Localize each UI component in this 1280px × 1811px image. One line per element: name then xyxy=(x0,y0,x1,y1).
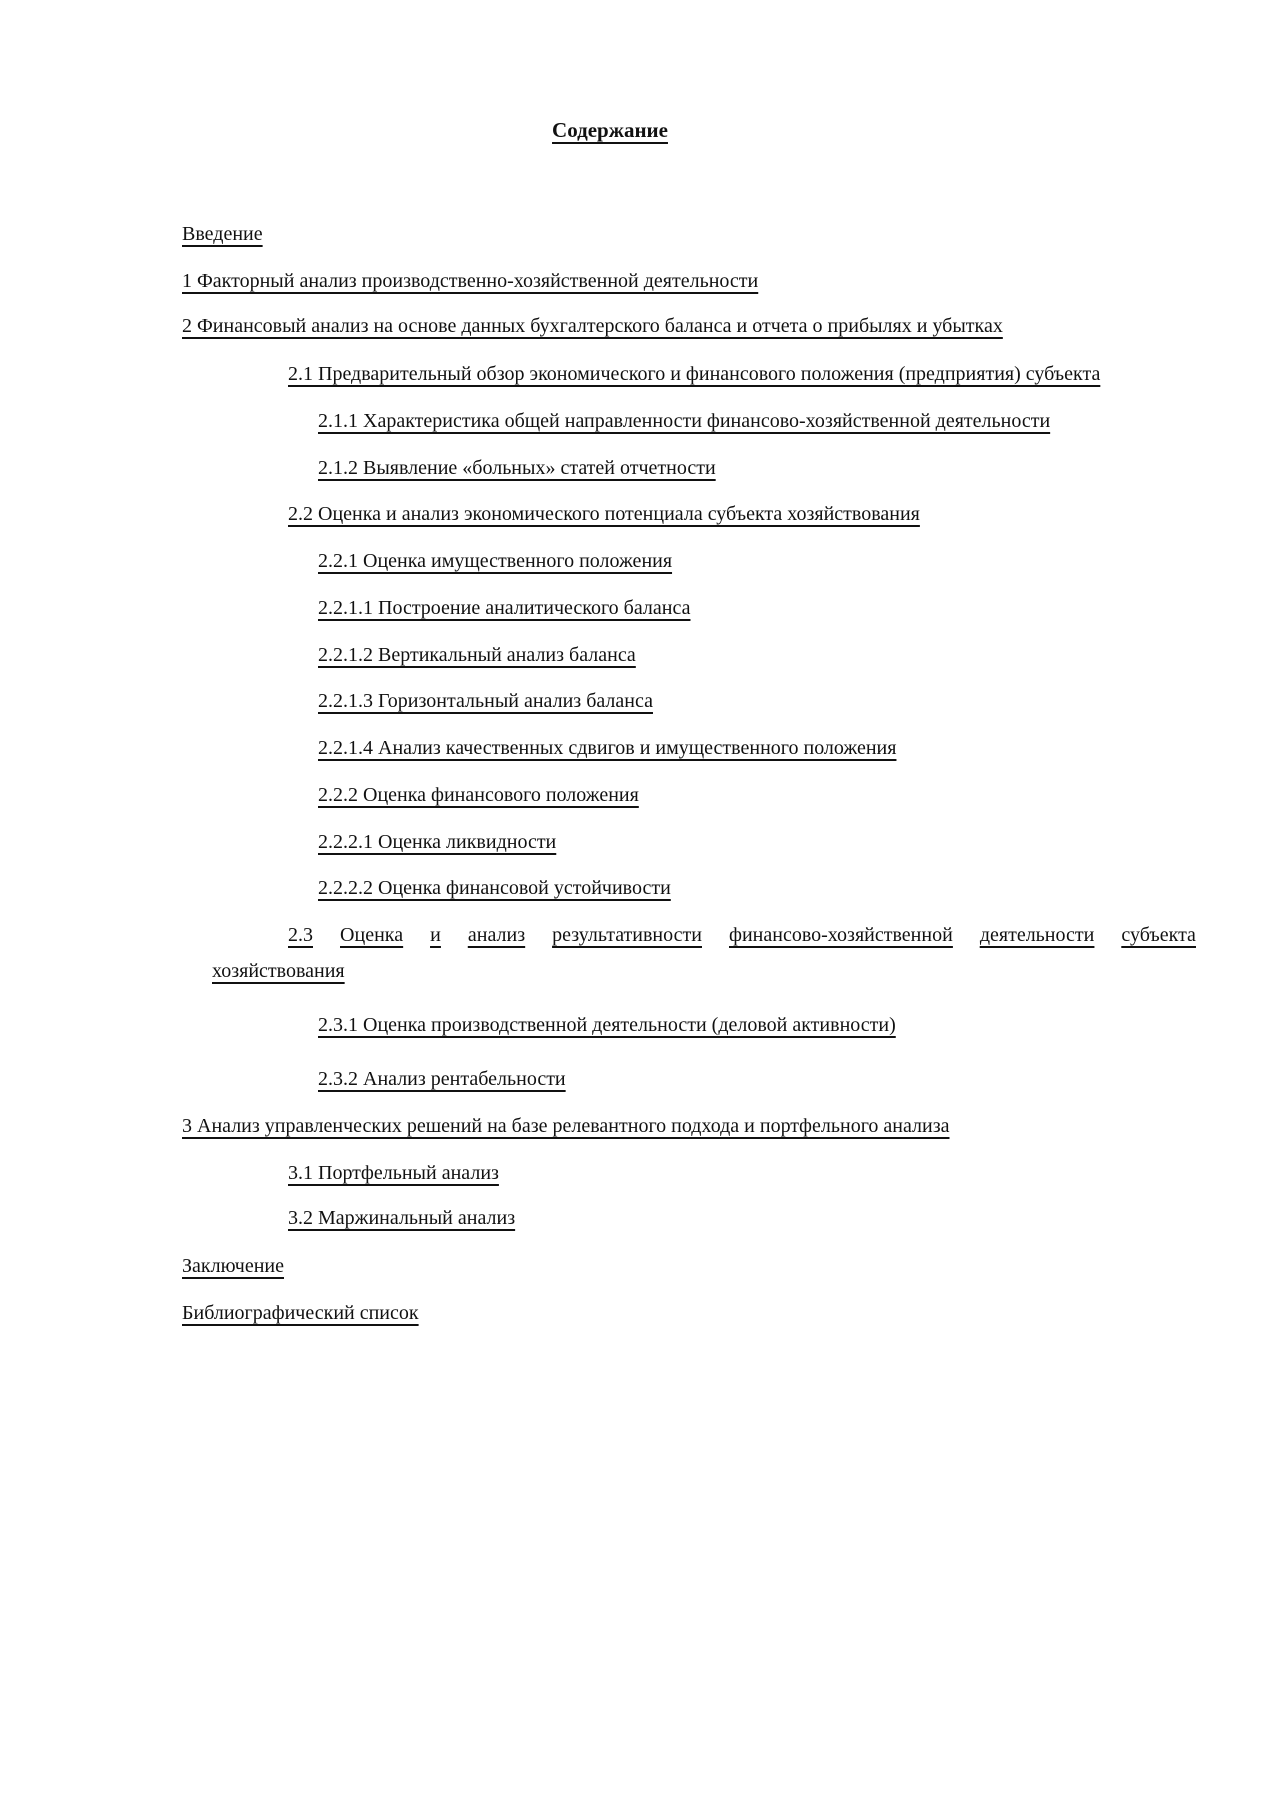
toc-entry-section-2-2[interactable]: 2.2 Оценка и анализ экономического потенциала субъекта хозяйствования xyxy=(288,503,920,525)
toc-word: 2.3 xyxy=(288,924,313,946)
toc-entry-bibliography[interactable]: Библиографический список xyxy=(182,1302,419,1324)
toc-word: результативности xyxy=(552,924,702,946)
toc-word: и xyxy=(430,924,441,946)
toc-entry-section-2-2-1[interactable]: 2.2.1 Оценка имущественного положения xyxy=(318,550,673,572)
toc-entry-section-3-1[interactable]: 3.1 Портфельный анализ xyxy=(288,1162,499,1184)
toc-word: Оценка xyxy=(340,924,404,946)
toc-entry-section-2-3-line2: хозяйствования xyxy=(212,960,345,982)
toc-entry-section-2-3-2[interactable]: 2.3.2 Анализ рентабельности xyxy=(318,1068,566,1090)
page-title: Содержание xyxy=(552,118,668,142)
toc-entry-section-2-2-1-3[interactable]: 2.2.1.3 Горизонтальный анализ баланса xyxy=(318,690,653,712)
toc-entry-section-2[interactable]: 2 Финансовый анализ на основе данных бухгалтерского баланса и отчета о прибылях и убытках xyxy=(182,315,1003,337)
toc-entry-section-2-1-1[interactable]: 2.1.1 Характеристика общей направленности финансово-хозяйственной деятельности xyxy=(318,410,1051,432)
toc-entry-section-3[interactable]: 3 Анализ управленческих решений на базе релевантного подхода и портфельного анализа xyxy=(182,1115,950,1137)
toc-entry-section-2-2-2-1[interactable]: 2.2.2.1 Оценка ликвидности xyxy=(318,831,557,853)
toc-entry-introduction[interactable]: Введение xyxy=(182,223,263,245)
toc-entry-section-2-3-1[interactable]: 2.3.1 Оценка производственной деятельности (деловой активности) xyxy=(318,1014,896,1036)
toc-word: деятельности xyxy=(979,924,1095,946)
toc-entry-section-2-1[interactable]: 2.1 Предварительный обзор экономического и финансового положения (предприятия) субъекта xyxy=(288,363,1101,385)
toc-word: субъекта xyxy=(1121,924,1196,946)
toc-entry-section-1[interactable]: 1 Факторный анализ производственно-хозяйственной деятельности xyxy=(182,270,759,292)
toc-entry-section-3-2[interactable]: 3.2 Маржинальный анализ xyxy=(288,1207,516,1229)
toc-entry-section-2-2-2-2[interactable]: 2.2.2.2 Оценка финансовой устойчивости xyxy=(318,877,671,899)
toc-word: финансово-хозяйственной xyxy=(729,924,953,946)
toc-entry-section-2-2-1-1[interactable]: 2.2.1.1 Построение аналитического баланса xyxy=(318,597,691,619)
toc-entry-section-2-1-2[interactable]: 2.1.2 Выявление «больных» статей отчетности xyxy=(318,457,716,479)
toc-entry-section-2-3-line1 xyxy=(288,917,1196,953)
toc-entry-conclusion[interactable]: Заключение xyxy=(182,1255,284,1277)
toc-entry-section-2-2-1-2[interactable]: 2.2.1.2 Вертикальный анализ баланса xyxy=(318,644,636,666)
toc-entry-section-2-2-1-4[interactable]: 2.2.1.4 Анализ качественных сдвигов и имущественного положения xyxy=(318,737,897,759)
toc-word: анализ xyxy=(467,924,526,946)
toc-entry-section-2-3[interactable] xyxy=(212,917,1196,982)
toc-entry-section-2-2-2[interactable]: 2.2.2 Оценка финансового положения xyxy=(318,784,639,806)
